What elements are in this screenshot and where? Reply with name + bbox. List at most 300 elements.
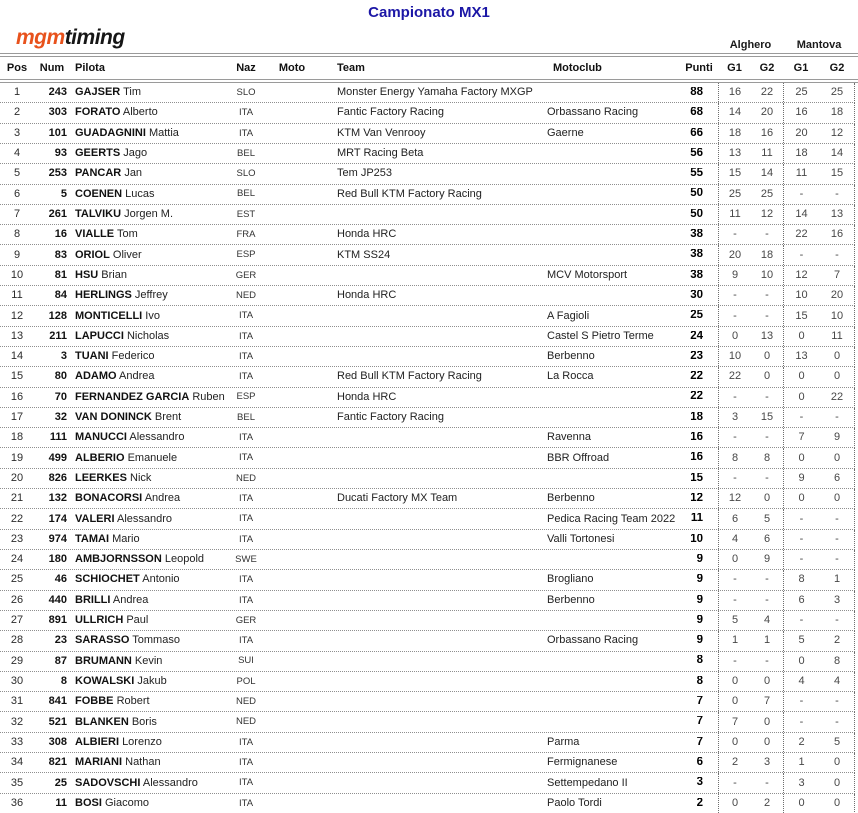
points-total-cell: 66: [690, 127, 703, 139]
motoclub-cell: Gaerne: [547, 127, 584, 139]
alghero-g2-cell: 3: [763, 757, 771, 769]
points-total-cell: 6: [696, 756, 703, 768]
rider-firstname: Alberto: [122, 107, 158, 119]
alghero-g1-cell: 10: [718, 347, 751, 366]
rider-cell: [70, 209, 228, 220]
nationality-cell: ITA: [238, 595, 254, 606]
rider-surname: PANCAR: [75, 168, 122, 180]
rider-firstname: Tom: [116, 229, 138, 241]
motoclub-cell: Berbenno: [547, 493, 595, 505]
alghero-g2-cell: 9: [763, 554, 771, 566]
column-header-motoclub: Motoclub: [553, 62, 602, 74]
rider-firstname: Lorenzo: [122, 736, 162, 748]
nationality-cell: ITA: [238, 433, 254, 443]
alghero-g1-cell: 4: [718, 530, 751, 549]
rider-surname: KOWALSKI: [75, 676, 135, 687]
rider-surname: ORIOL: [75, 249, 110, 261]
alghero-g2-cell: 25: [760, 188, 774, 200]
mantova-g2-cell: 2: [833, 635, 841, 647]
page-title: Campionato MX1: [368, 4, 490, 21]
points-total-cell: 25: [690, 310, 703, 322]
mantova-g1-cell: -: [783, 712, 819, 731]
alghero-g1-cell: 0: [718, 794, 751, 813]
position-cell: 28: [10, 635, 24, 647]
mantova-g1-cell: -: [783, 692, 819, 711]
position-cell: 15: [10, 371, 24, 383]
points-total-cell: 9: [696, 614, 703, 626]
mantova-g2-cell: 0: [833, 493, 841, 505]
table-row: [0, 286, 855, 306]
nationality-cell: BEL: [237, 148, 255, 159]
rider-surname: COENEN: [75, 188, 123, 200]
mantova-g2-cell: 5: [833, 736, 841, 748]
table-row: [0, 773, 855, 793]
mantova-g2-cell: 0: [833, 452, 841, 464]
points-total-cell: 88: [690, 86, 703, 98]
number-cell: 253: [48, 168, 67, 180]
position-cell: 34: [10, 757, 24, 769]
alghero-g2-cell: 2: [763, 797, 771, 809]
mantova-g1-cell: -: [783, 185, 819, 204]
motoclub-cell: Berbenno: [547, 351, 595, 363]
number-cell: 111: [49, 432, 67, 444]
rider-cell: [70, 717, 228, 728]
rider-surname: FERNANDEZ GARCIA: [75, 391, 190, 403]
nationality-cell: SUI: [238, 656, 254, 666]
number-cell: 25: [54, 777, 67, 789]
points-total-cell: 22: [690, 391, 703, 403]
table-row: [0, 631, 855, 651]
points-total-cell: 23: [690, 350, 703, 362]
position-cell: 25: [10, 574, 24, 586]
column-header-mantova-g1: G1: [793, 62, 809, 74]
column-header-num: Num: [39, 62, 65, 74]
nationality-cell: ITA: [238, 128, 254, 138]
alghero-g1-cell: 22: [718, 367, 751, 386]
mantova-g1-cell: 0: [783, 448, 819, 467]
points-total-cell: 7: [696, 736, 703, 748]
alghero-g1-cell: 18: [718, 124, 751, 143]
rider-surname: AMBJORNSSON: [75, 554, 162, 566]
position-cell: 9: [13, 249, 21, 261]
rider-firstname: Boris: [131, 716, 157, 728]
rider-cell: [70, 493, 228, 504]
rider-surname: VALERI: [75, 513, 115, 525]
mantova-g1-cell: -: [783, 550, 819, 569]
number-cell: 70: [54, 391, 67, 403]
rider-cell: [70, 798, 228, 809]
mantova-g2-cell: 7: [833, 269, 841, 281]
column-header-team: Team: [337, 62, 365, 74]
rider-cell: [70, 676, 228, 687]
rider-cell: [70, 778, 228, 789]
rider-cell: [70, 168, 228, 179]
motoclub-cell: Berbenno: [547, 594, 595, 606]
motoclub-cell: BBR Offroad: [547, 452, 610, 464]
alghero-g1-cell: -: [718, 652, 751, 671]
nationality-cell: ITA: [238, 351, 254, 362]
nationality-cell: ITA: [238, 757, 254, 768]
points-total-cell: 50: [690, 188, 703, 200]
rider-cell: [70, 290, 228, 301]
rider-surname: VIALLE: [75, 229, 115, 241]
rider-firstname: Nick: [130, 472, 152, 484]
nationality-cell: GER: [235, 270, 257, 281]
rider-surname: FORATO: [75, 107, 121, 119]
points-total-cell: 9: [696, 594, 703, 606]
rider-cell: [70, 311, 228, 322]
table-row: [0, 672, 855, 692]
rider-cell: [70, 595, 228, 606]
number-cell: 23: [54, 635, 67, 647]
mantova-g2-cell: 0: [833, 757, 841, 769]
motoclub-cell: Orbassano Racing: [547, 635, 639, 647]
nationality-cell: ITA: [238, 737, 254, 748]
number-cell: 81: [54, 269, 67, 281]
rider-surname: GUADAGNINI: [75, 127, 146, 139]
position-cell: 16: [10, 391, 24, 403]
position-cell: 30: [10, 676, 24, 687]
table-row: [0, 692, 855, 712]
number-cell: 974: [48, 533, 67, 545]
team-cell: Monster Energy Yamaha Factory MXGP: [337, 87, 533, 99]
number-cell: 101: [48, 127, 67, 139]
mantova-g2-cell: 9: [833, 432, 841, 444]
mantova-g1-cell: 12: [783, 266, 819, 285]
mantova-g2-cell: 0: [833, 371, 841, 383]
position-cell: 23: [10, 533, 24, 545]
rider-surname: FOBBE: [75, 696, 114, 708]
rider-firstname: Jakub: [137, 676, 167, 687]
alghero-g2-cell: -: [765, 472, 769, 484]
alghero-g1-cell: 0: [718, 327, 751, 346]
number-cell: 308: [48, 736, 67, 748]
position-cell: 33: [10, 736, 24, 748]
alghero-g1-cell: 0: [718, 733, 751, 752]
motoclub-cell: Valli Tortonesi: [547, 533, 615, 545]
alghero-g2-cell: 5: [763, 513, 771, 525]
alghero-g2-cell: 0: [763, 676, 771, 687]
rider-cell: [70, 371, 228, 382]
motoclub-cell: A Fagioli: [547, 310, 590, 322]
position-cell: 6: [13, 188, 21, 200]
table-row: [0, 712, 855, 732]
position-cell: 4: [13, 148, 21, 160]
points-total-cell: 12: [690, 493, 703, 504]
column-header-pos: Pos: [6, 62, 28, 74]
mantova-g2-cell: 1: [833, 574, 841, 586]
alghero-g1-cell: 9: [718, 266, 751, 285]
alghero-g2-cell: 0: [763, 371, 771, 383]
rider-firstname: Jan: [124, 168, 143, 180]
mantova-g1-cell: 9: [783, 469, 819, 488]
alghero-g2-cell: 13: [760, 330, 774, 342]
alghero-g2-cell: 0: [763, 716, 771, 728]
rider-firstname: Oliver: [112, 249, 142, 261]
points-total-cell: 38: [690, 249, 703, 261]
alghero-g1-cell: -: [718, 306, 751, 325]
mantova-g1-cell: -: [783, 530, 819, 549]
rider-cell: [70, 331, 228, 342]
points-total-cell: 9: [696, 574, 703, 586]
mantova-g1-cell: 15: [783, 306, 819, 325]
alghero-g1-cell: 2: [718, 753, 751, 772]
mantova-g1-cell: 3: [783, 773, 819, 792]
rider-surname: SARASSO: [75, 635, 130, 647]
number-cell: 32: [54, 412, 67, 424]
nationality-cell: SLO: [236, 87, 256, 98]
motoclub-cell: MCV Motorsport: [547, 269, 628, 281]
points-total-cell: 16: [690, 432, 703, 444]
number-cell: 174: [48, 513, 67, 525]
team-cell: KTM Van Venrooy: [337, 127, 426, 139]
points-total-cell: 24: [690, 330, 703, 342]
alghero-g1-cell: 25: [718, 185, 751, 204]
mantova-g2-cell: -: [835, 533, 839, 545]
number-cell: 180: [48, 554, 67, 566]
alghero-g1-cell: 16: [718, 83, 751, 102]
alghero-g2-cell: -: [765, 391, 769, 403]
mantova-g1-cell: -: [783, 611, 819, 630]
alghero-g2-cell: 7: [763, 696, 771, 708]
rider-surname: LEERKES: [75, 472, 127, 484]
rider-surname: SADOVSCHI: [75, 777, 141, 789]
nationality-cell: ITA: [238, 108, 254, 118]
points-total-cell: 22: [690, 371, 703, 383]
rider-firstname: Jago: [123, 148, 148, 160]
mantova-g1-cell: 11: [783, 164, 819, 183]
team-cell: Fantic Factory Racing: [337, 412, 444, 424]
table-row: [0, 327, 855, 347]
table-row: [0, 469, 855, 489]
rider-cell: [70, 189, 228, 200]
rider-surname: MANUCCI: [75, 432, 127, 444]
motoclub-cell: Brogliano: [547, 574, 594, 586]
points-total-cell: 11: [690, 513, 703, 525]
motoclub-cell: Paolo Tordi: [547, 797, 602, 809]
rider-firstname: Alessandro: [116, 513, 173, 525]
nationality-cell: FRA: [236, 230, 256, 240]
nationality-cell: NED: [235, 697, 257, 707]
points-total-cell: 16: [690, 452, 703, 464]
points-total-cell: 10: [690, 533, 703, 545]
rider-cell: [70, 250, 228, 261]
table-row: [0, 266, 855, 286]
alghero-g2-cell: 6: [763, 533, 771, 545]
rider-surname: BOSI: [75, 797, 102, 809]
position-cell: 27: [10, 615, 24, 627]
table-row: [0, 245, 855, 265]
nationality-cell: SLO: [236, 169, 256, 179]
rider-cell: [70, 229, 228, 240]
rider-surname: ADAMO: [75, 371, 117, 383]
rider-surname: TUANI: [75, 351, 109, 363]
alghero-g2-cell: 0: [763, 493, 771, 505]
logo-accent-text: mgm: [16, 26, 65, 49]
column-header-naz: Naz: [236, 62, 256, 74]
mantova-g1-cell: 4: [783, 672, 819, 691]
rider-firstname: Ivo: [145, 310, 160, 322]
nationality-cell: ITA: [238, 453, 254, 463]
table-row: [0, 448, 855, 468]
nationality-cell: BEL: [237, 189, 255, 199]
nationality-cell: ESP: [236, 250, 256, 260]
number-cell: 84: [54, 290, 67, 302]
table-row: [0, 367, 855, 387]
nationality-cell: ITA: [238, 575, 254, 585]
number-cell: 826: [48, 472, 67, 484]
alghero-g2-cell: 22: [760, 87, 774, 99]
alghero-g2-cell: -: [765, 432, 769, 444]
table-row: [0, 733, 855, 753]
mantova-g1-cell: 0: [783, 489, 819, 508]
mantova-g2-cell: 20: [830, 290, 844, 302]
mantova-g1-cell: -: [783, 245, 819, 264]
motoclub-cell: La Rocca: [547, 371, 594, 383]
mantova-g2-cell: 11: [831, 330, 843, 342]
motoclub-cell: Fermignanese: [547, 757, 618, 769]
rider-firstname: Antonio: [142, 574, 180, 586]
nationality-cell: ITA: [238, 636, 254, 646]
alghero-g1-cell: 13: [718, 144, 751, 163]
rider-surname: HSU: [75, 269, 99, 281]
mantova-g2-cell: 6: [833, 472, 841, 484]
mantova-g1-cell: 0: [783, 652, 819, 671]
number-cell: 16: [54, 229, 67, 241]
mantova-g1-cell: 18: [783, 144, 819, 163]
alghero-g2-cell: 8: [763, 452, 771, 464]
mantova-g2-cell: -: [835, 513, 839, 525]
nationality-cell: ITA: [238, 798, 254, 809]
table-row: [0, 205, 855, 225]
rider-firstname: Emanuele: [127, 452, 178, 464]
alghero-g1-cell: 11: [718, 205, 751, 224]
alghero-g1-cell: 8: [718, 448, 751, 467]
position-cell: 29: [10, 655, 24, 667]
position-cell: 22: [10, 513, 24, 525]
standings-table-body: [0, 83, 858, 813]
rider-surname: SCHIOCHET: [75, 574, 140, 586]
number-cell: 499: [48, 452, 67, 464]
mantova-g1-cell: -: [783, 509, 819, 528]
nationality-cell: GER: [235, 615, 257, 626]
team-cell: Honda HRC: [337, 391, 397, 403]
rider-firstname: Jorgen M.: [124, 208, 174, 220]
rider-firstname: Brent: [154, 412, 182, 424]
table-row: [0, 144, 855, 164]
position-cell: 31: [10, 696, 24, 708]
number-cell: 303: [48, 107, 67, 119]
position-cell: 35: [10, 777, 24, 789]
rider-surname: LAPUCCI: [75, 330, 124, 342]
alghero-g1-cell: -: [718, 591, 751, 610]
table-row: [0, 347, 855, 367]
alghero-g2-cell: 12: [760, 208, 774, 220]
table-row: [0, 753, 855, 773]
position-cell: 24: [10, 554, 24, 566]
rider-surname: HERLINGS: [75, 290, 132, 302]
motoclub-cell: Ravenna: [547, 432, 592, 444]
rider-firstname: Lucas: [125, 188, 155, 200]
position-cell: 17: [10, 412, 24, 424]
alghero-g1-cell: 0: [718, 550, 751, 569]
rider-firstname: Giacomo: [104, 797, 149, 809]
points-total-cell: 50: [690, 208, 703, 220]
mantova-g2-cell: -: [835, 249, 839, 261]
table-row: [0, 550, 855, 570]
alghero-g2-cell: 0: [763, 736, 771, 748]
number-cell: 8: [60, 676, 67, 687]
rider-surname: BLANKEN: [75, 716, 129, 728]
number-cell: 211: [49, 330, 67, 342]
points-total-cell: 55: [690, 168, 703, 180]
number-cell: 440: [48, 594, 67, 606]
mantova-g1-cell: -: [783, 408, 819, 427]
mantova-g2-cell: -: [835, 188, 839, 200]
points-total-cell: 7: [696, 696, 703, 708]
position-cell: 3: [13, 127, 21, 139]
alghero-g2-cell: 10: [760, 269, 774, 281]
table-row: [0, 489, 855, 509]
points-total-cell: 8: [696, 655, 703, 667]
alghero-g2-cell: -: [765, 594, 769, 606]
table-row: [0, 570, 855, 590]
alghero-g1-cell: 0: [718, 672, 751, 691]
alghero-g1-cell: 0: [718, 692, 751, 711]
rider-cell: [70, 453, 228, 464]
rider-firstname: Alessandro: [129, 432, 185, 444]
team-cell: Ducati Factory MX Team: [337, 493, 458, 505]
points-total-cell: 56: [690, 147, 703, 159]
logo-dark-text: timing: [64, 26, 125, 49]
rider-cell: [70, 737, 228, 748]
position-cell: 2: [13, 107, 21, 119]
event-labels: [0, 39, 855, 51]
position-cell: 20: [10, 472, 24, 484]
position-cell: 8: [13, 229, 21, 241]
rider-cell: [70, 270, 228, 281]
alghero-g2-cell: -: [765, 290, 769, 302]
table-row: [0, 306, 855, 326]
mantova-g2-cell: 14: [830, 148, 844, 160]
nationality-cell: SWE: [235, 554, 257, 565]
nationality-cell: BEL: [237, 412, 255, 423]
alghero-g2-cell: -: [765, 574, 769, 586]
points-total-cell: 68: [690, 107, 703, 119]
rider-firstname: Tommaso: [132, 635, 180, 647]
column-header-punti: Punti: [685, 62, 713, 74]
mantova-g2-cell: -: [835, 716, 839, 728]
rider-firstname: Tim: [123, 87, 142, 99]
rider-firstname: Kevin: [134, 655, 163, 667]
rider-surname: GAJSER: [75, 87, 121, 99]
alghero-g1-cell: -: [718, 388, 751, 407]
nationality-cell: POL: [236, 676, 256, 687]
header-band: [0, 21, 858, 53]
number-cell: 87: [54, 655, 67, 667]
rider-cell: [70, 412, 228, 423]
mantova-g2-cell: 18: [830, 107, 844, 119]
rider-surname: BRUMANN: [75, 655, 132, 667]
mantova-g2-cell: -: [835, 412, 839, 424]
alghero-g1-cell: -: [718, 570, 751, 589]
position-cell: 21: [10, 493, 24, 505]
points-total-cell: 38: [690, 229, 703, 241]
number-cell: 128: [48, 310, 67, 322]
alghero-g1-cell: -: [718, 286, 751, 305]
rider-firstname: Nicholas: [126, 330, 170, 342]
mantova-g1-cell: 1: [783, 753, 819, 772]
